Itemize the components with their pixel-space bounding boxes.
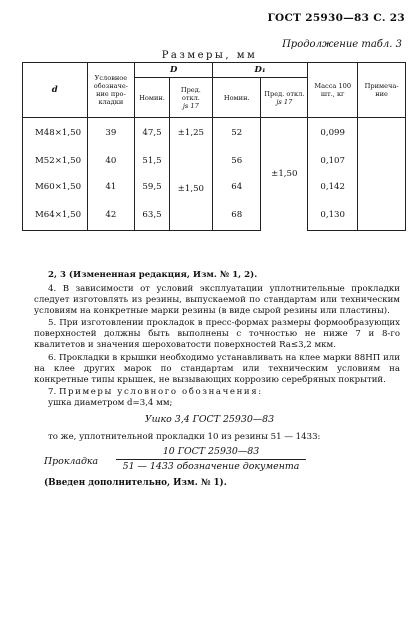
col-D-nominal: Номин. [135,78,169,118]
example-2-denominator: 51 — 1433 обозначение документа [122,461,300,472]
col-D1-tolerance: Пред. откл. js 17 [261,78,308,118]
col-note: Примеча-ние [358,63,406,118]
col-D1: D₁ [212,63,307,78]
amendment-note: 2, 3 (Измененная редакция, Изм. № 1, 2). [48,270,258,280]
col-d: d [23,63,88,118]
example-2-label: Прокладка [44,456,99,467]
table-row: M48×1,50 39 47,5 ±1,25 52 ±1,50 0,099 [23,118,406,149]
added-note: (Введен дополнительно, Изм. № 1). [44,478,227,488]
table-continuation-label: Продолжение табл. 3 [282,39,402,50]
paragraph-6: 6. Прокладки в крышки необходимо устанавливать на клее марки 88НП или на клее других марок по стандартам или техническим условиям на конкретные типы крышек, не вызывающих коррозию серебряных покрытий. [34,353,400,386]
example-1: Ушко 3,4 ГОСТ 25930—83 [144,414,275,425]
D-tolerance-shared: ±1,50 [169,148,212,231]
example-2-numerator: 10 ГОСТ 25930—83 [162,446,260,457]
col-D-tolerance: Пред. откл. js 17 [169,78,212,118]
page-header: ГОСТ 25930—83 С. 23 [267,12,405,24]
note-cell [358,118,406,231]
col-mass: Масса 100 шт., кг [308,63,358,118]
example-2-intro: то же, уплотнительной прокладки 10 из резины 51 — 1433: [48,432,321,442]
col-D1-nominal: Номин. [212,78,260,118]
table-row: M60×1,50 41 59,5 64 0,142 [23,174,406,200]
D1-tolerance-shared: ±1,50 [261,118,308,231]
table-caption: Размеры, мм [161,50,258,61]
paragraph-7-heading: 7. Примеры условного обозначения: [48,387,263,397]
example-1-intro: ушка диаметром d=3,4 мм; [48,398,173,408]
dimensions-table [22,62,406,231]
col-designation: Условное обозначе-ние про-кладки [87,63,135,118]
table-row: M52×1,50 40 51,5 ±1,50 56 0,107 [23,148,406,174]
fraction-line [116,459,306,460]
paragraph-5: 5. При изготовлении прокладок в пресс-формах размеры формообразующих поверхностей должны быть выполнены с точностью не ниже 7 и 8-го квалитетов и значения шероховатости поверхностей Ra≤3,2 мкм. [34,318,400,351]
paragraph-4: 4. В зависимости от условий эксплуатации уплотнительные прокладки следует изготовлять из резины, выпускаемой по стандартам или техническим условиям на конкретные марки резины (в виде сырой резины или пластины). [34,284,400,317]
col-D: D [135,63,213,78]
table-row: M64×1,50 42 63,5 68 0,130 [23,200,406,231]
